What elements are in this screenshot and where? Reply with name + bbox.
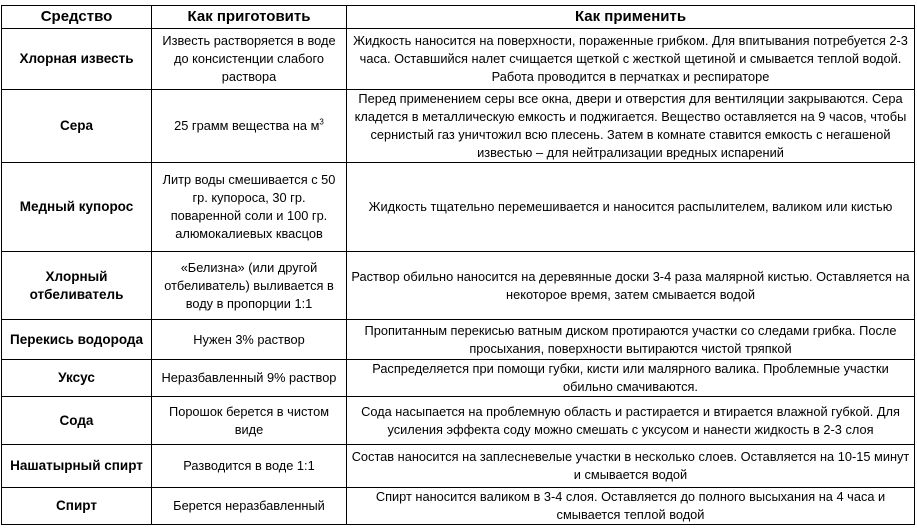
remedy-name: Нашатырный спирт <box>2 445 152 488</box>
table-row <box>2 90 915 163</box>
remedy-application: Сода насыпается на проблемную область и растирается и втирается влажной губкой. Для усиления эффекта соду можно смешать с уксусом и нанести жидкость в 2-3 слоя <box>347 397 915 445</box>
table-row <box>2 252 915 320</box>
remedy-name: Спирт <box>2 488 152 525</box>
table-row <box>2 360 915 397</box>
table-row <box>2 445 915 488</box>
remedy-application: Перед применением серы все окна, двери и отверстия для вентиляции закрываются. Сера кладется в металлическую емкость и поджигается. Вещество оставляется на 9 часов, чтобы сернистый газ уничтожил всю плесень. Затем в комнате ставится емкость с негашеной известью – для нейтрализации вредных испарений <box>347 90 915 163</box>
cubic-superscript: 3 <box>319 117 324 127</box>
remedy-preparation: Нужен 3% раствор <box>152 320 347 360</box>
remedies-table <box>1 5 915 525</box>
remedy-preparation: «Белизна» (или другой отбеливатель) выливается в воду в пропорции 1:1 <box>152 252 347 320</box>
remedy-application: Жидкость тщательно перемешивается и наносится распылителем, валиком или кистью <box>347 163 915 252</box>
remedy-name: Хлорная известь <box>2 29 152 90</box>
remedy-name: Сера <box>2 90 152 163</box>
remedy-preparation: Порошок берется в чистом виде <box>152 397 347 445</box>
remedy-preparation: Неразбавленный 9% раствор <box>152 360 347 397</box>
remedy-application: Спирт наносится валиком в 3-4 слоя. Оставляется до полного высыхания на 4 часа и смывается теплой водой <box>347 488 915 525</box>
table-row <box>2 29 915 90</box>
preparation-text: 25 грамм вещества на м <box>174 118 320 133</box>
header-remedy: Средство <box>2 6 152 29</box>
table-row <box>2 163 915 252</box>
remedy-application: Распределяется при помощи губки, кисти или малярного валика. Проблемные участки обильно смачиваются. <box>347 360 915 397</box>
header-row <box>2 6 915 29</box>
remedy-application: Состав наносится на заплесневелые участки в несколько слоев. Оставляется на 10-15 минут и смывается водой <box>347 445 915 488</box>
remedy-name: Перекись водорода <box>2 320 152 360</box>
remedy-preparation: Разводится в воде 1:1 <box>152 445 347 488</box>
remedy-application: Раствор обильно наносится на деревянные доски 3-4 раза малярной кистью. Оставляется на некоторое время, затем смывается водой <box>347 252 915 320</box>
remedy-application: Пропитанным перекисью ватным диском протираются участки со следами грибка. После просыхания, поверхности вытираются чистой тряпкой <box>347 320 915 360</box>
table-row <box>2 488 915 525</box>
remedy-application: Жидкость наносится на поверхности, пораженные грибком. Для впитывания потребуется 2-3 часа. Оставшийся налет счищается щеткой с жесткой щетиной и смывается теплой водой. Работа проводится в перчатках и респираторе <box>347 29 915 90</box>
remedy-name: Медный купорос <box>2 163 152 252</box>
table-row <box>2 320 915 360</box>
table-row <box>2 397 915 445</box>
remedy-name: Уксус <box>2 360 152 397</box>
remedy-preparation: Известь растворяется в воде до консистенции слабого раствора <box>152 29 347 90</box>
header-preparation: Как приготовить <box>152 6 347 29</box>
remedy-preparation <box>152 90 347 163</box>
remedy-name: Хлорный отбеливатель <box>2 252 152 320</box>
remedy-preparation: Берется неразбавленный <box>152 488 347 525</box>
remedy-name: Сода <box>2 397 152 445</box>
header-application: Как применить <box>347 6 915 29</box>
remedy-preparation: Литр воды смешивается с 50 гр. купороса, 30 гр. поваренной соли и 100 гр. алюмокалиевых квасцов <box>152 163 347 252</box>
